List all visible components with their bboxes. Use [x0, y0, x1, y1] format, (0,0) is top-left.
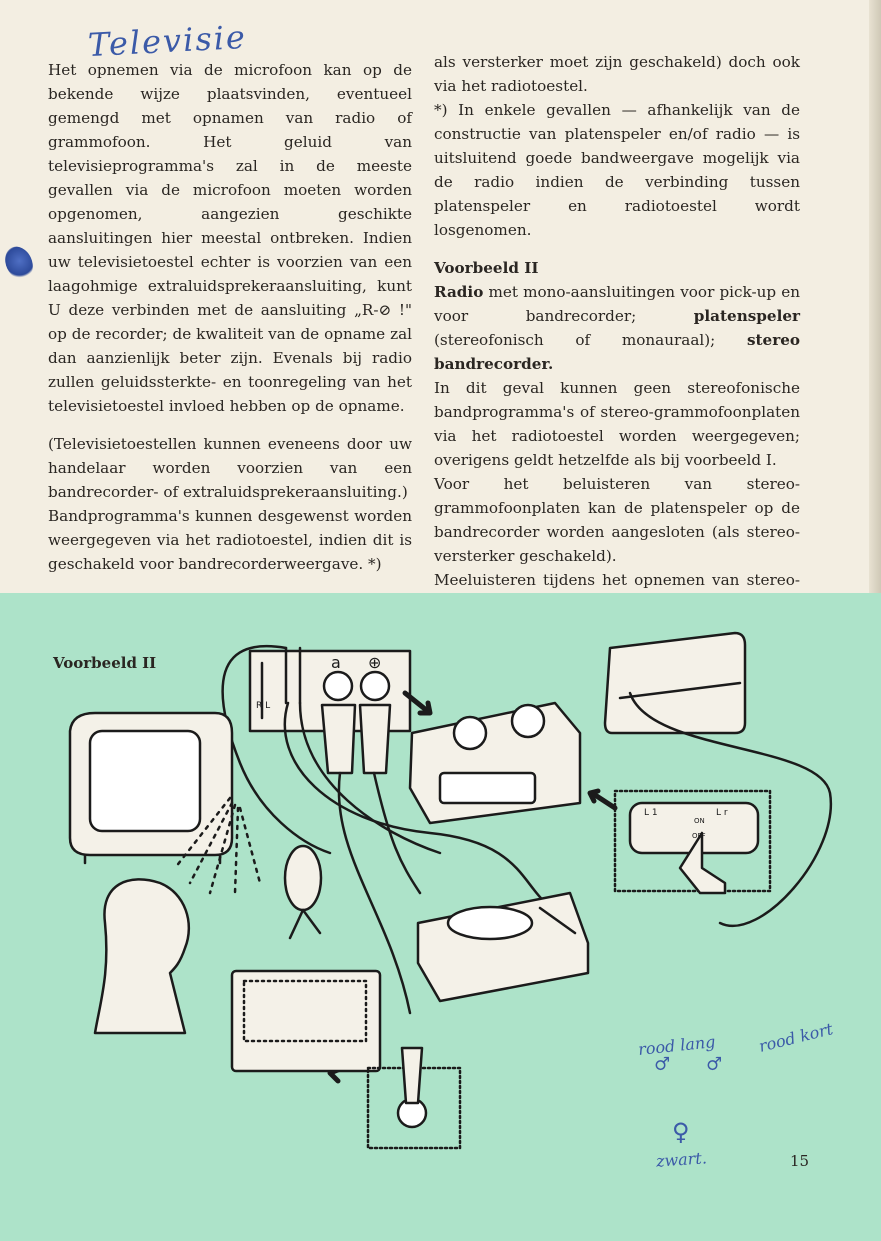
handwritten-female-symbol: ♀ [672, 1118, 690, 1146]
figure-label: Voorbeeld II [53, 654, 157, 672]
left-paragraph-1: Het opnemen via de microfoon kan op de bekende wijze plaatsvinden, eventueel gemengd met opnamen van radio of grammofoon. Het geluid van televisieprogramma's zal in de meeste gevallen via de microfoon moeten worden opgenomen, aangezien geschikte aansluitingen hier meestal ontbreken. Indien uw televisietoestel echter is voorzien van een laagohmige extraluidsprekeraansluiting, kunt U deze verbinden met de aansluiting „R-⊘ !" op de recorder; de kwaliteit van de opname zal dan aanzienlijk beter zijn. Evenals bij radio zullen geluidssterkte- en toonregeling van het televisietoestel invloed hebben op de opname. [48, 61, 412, 415]
section-heading: Voorbeeld II [434, 259, 539, 277]
p3-text-a: met mono-aansluitingen voor pick-up en voor bandrecorder; [434, 283, 800, 325]
handwritten-rood-lang: rood lang [637, 1032, 717, 1059]
microphone [285, 846, 321, 910]
handwritten-rood-kort: rood kort [756, 1019, 835, 1056]
left-paragraph-3: Bandprogramma's kunnen desgewenst worden weergegeven via het radiotoestel, indien dit is geschakeld voor bandrecorderweergave. *) [48, 507, 412, 573]
plug-left [322, 705, 355, 773]
handwritten-male-symbol-1: ♂ [654, 1054, 671, 1075]
left-paragraph-2: (Televisietoestellen kunnen eveneens door uw handelaar worden voorzien van een bandrecorder- of extraluidsprekeraansluiting.) [48, 435, 412, 501]
socket-a [324, 672, 352, 700]
socket-rl-label: R L [256, 701, 271, 711]
listener [95, 879, 189, 1033]
handwritten-title: Televisie [87, 17, 248, 65]
loop-antenna [605, 633, 745, 733]
connection-diagram [0, 593, 881, 1241]
panel-lr-label: L r [716, 808, 728, 818]
radio [232, 971, 380, 1071]
right-paragraph-4: In dit geval kunnen geen stereofonische bandprogramma's of stereo-grammofoonplaten via het radiotoestel worden weergegeven; overigens geldt hetzelfde als bij voorbeeld I. [434, 379, 800, 469]
handwritten-zwart: zwart. [655, 1148, 708, 1171]
panel-on-label: ON [694, 817, 705, 825]
tv-screen [90, 731, 200, 831]
right-paragraph-6: Meeluisteren tijdens het opnemen van stereo- [434, 571, 800, 589]
plug-right [360, 705, 390, 773]
panel-off-label: OFF [692, 832, 706, 840]
tape-recorder [410, 703, 580, 823]
ink-blob [0, 242, 38, 284]
p3-text-b: (stereofonisch of monauraal); [434, 331, 747, 349]
socket-b [361, 672, 389, 700]
socket-b-label: ⊕ [368, 653, 382, 672]
arrow-to-side-panel [590, 791, 615, 808]
bold-stereo-bandrecorder: stereo bandrecorder. [434, 331, 800, 373]
bold-radio: Radio [434, 283, 484, 301]
right-paragraph-1: als versterker moet zijn geschakeld) doch ook via het radiotoestel. [434, 53, 800, 95]
page-number: 15 [790, 1152, 810, 1170]
handwritten-male-symbol-2: ♂ [706, 1054, 723, 1075]
right-paragraph-5: Voor het beluisteren van stereo-grammofoonplaten kan de platenspeler op de bandrecorder worden aangesloten (als stereo-versterker geschakeld). [434, 475, 800, 565]
right-footnote: *) In enkele gevallen — afhankelijk van de constructie van platenspeler en/of radio — is uitsluitend goede bandweergave mogelijk via de radio indien de verbinding tussen platenspeler en radiotoestel wordt losgenomen. [434, 101, 800, 239]
right-column [434, 50, 800, 654]
left-column [48, 58, 412, 676]
socket-a-label: a [331, 653, 341, 672]
panel-l1-label: L 1 [644, 808, 658, 818]
bold-platenspeler: platenspeler [693, 307, 800, 325]
right-paragraph-3 [434, 280, 800, 376]
